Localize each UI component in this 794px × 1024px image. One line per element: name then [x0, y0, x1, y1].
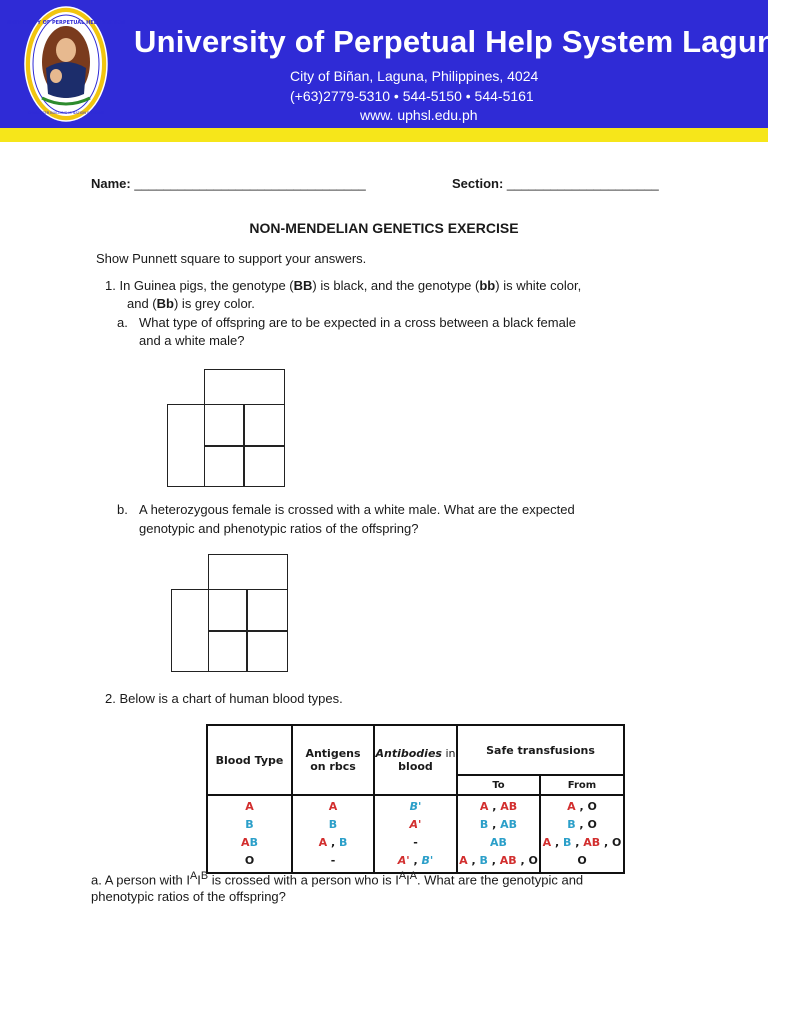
- section-blank[interactable]: _____________________: [506, 176, 659, 191]
- name-label: Name:: [91, 176, 131, 191]
- seal-text: UNIVERSITY OF PERPETUAL HELP SYSTEM: [7, 20, 125, 26]
- name-field[interactable]: [91, 176, 366, 191]
- punnett-top-header[interactable]: [208, 554, 288, 590]
- punnett-cell[interactable]: [204, 445, 245, 487]
- instruction: Show Punnett square to support your answers.: [96, 251, 367, 266]
- q2a-line2: phenotypic ratios of the offspring?: [91, 889, 286, 904]
- header-blood-type: Blood Type: [207, 725, 292, 795]
- exercise-title: NON-MENDELIAN GENETICS EXERCISE: [249, 220, 519, 236]
- blood-type-chart: [206, 724, 625, 874]
- q1-line1: 1. In Guinea pigs, the genotype (BB) is black, and the genotype (bb) is white color,: [105, 278, 582, 293]
- genotype-bb-grey: Bb: [156, 296, 174, 311]
- blood-type-column: A B AB O: [207, 795, 292, 873]
- punnett-cell[interactable]: [243, 445, 285, 487]
- header-to: To: [457, 775, 540, 795]
- section-label: Section:: [452, 176, 504, 191]
- genotype-bb-white: bb: [479, 278, 496, 293]
- seal-motto: CHARACTER BUILDING IS NATION BUILDING: [27, 111, 105, 115]
- punnett-cell[interactable]: [246, 630, 288, 672]
- header-antibodies: Antibodies in blood: [374, 725, 457, 795]
- university-name: University of Perpetual Help System Laguna: [134, 24, 794, 59]
- q1a-line2: and a white male?: [139, 333, 245, 348]
- q1b-line1: A heterozygous female is crossed with a white male. What are the expected: [139, 502, 575, 517]
- antibodies-column: B' A' - A' , B': [374, 795, 457, 873]
- header-antigens: Antigens on rbcs: [292, 725, 374, 795]
- website: www. uphsl.edu.ph: [360, 107, 478, 123]
- transfusion-to-column: A , AB B , AB AB A , B , AB , O: [457, 795, 540, 873]
- address: City of Biñan, Laguna, Philippines, 4024: [290, 68, 539, 84]
- phone-numbers: (+63)2779-5310 • 544-5150 • 544-5161: [290, 88, 534, 104]
- punnett-cell[interactable]: [243, 404, 285, 447]
- genotype-bb-black: BB: [293, 278, 313, 293]
- q1b-marker: b.: [117, 502, 128, 517]
- q2a-line1: a. A person with $I^AI^B$ is crossed with a person who is $I^AI^A$. What are the genotypic and: [91, 870, 584, 888]
- header-safe-transfusions: Safe transfusions: [457, 725, 624, 775]
- punnett-cell[interactable]: [204, 404, 245, 447]
- punnett-side-header[interactable]: [167, 404, 205, 487]
- transfusion-from-column: A , O B , O A , B , AB , O O: [540, 795, 624, 873]
- q2-intro: 2. Below is a chart of human blood types.: [105, 691, 343, 706]
- punnett-top-header[interactable]: [204, 369, 285, 405]
- punnett-side-header[interactable]: [171, 589, 209, 672]
- punnett-cell[interactable]: [208, 630, 248, 672]
- antigens-column: A B A , B -: [292, 795, 374, 873]
- q1a-line1: What type of offspring are to be expected in a cross between a black female: [139, 315, 576, 330]
- q1a-marker: a.: [117, 315, 128, 330]
- q1-line2: and (Bb) is grey color.: [127, 296, 255, 311]
- punnett-cell[interactable]: [208, 589, 248, 632]
- header-from: From: [540, 775, 624, 795]
- name-blank[interactable]: ________________________________: [134, 176, 366, 191]
- punnett-cell[interactable]: [246, 589, 288, 632]
- section-field[interactable]: [452, 176, 659, 191]
- university-seal-logo: [7, 6, 125, 122]
- header-stripe: [0, 128, 768, 142]
- q1b-line2: genotypic and phenotypic ratios of the offspring?: [139, 521, 419, 536]
